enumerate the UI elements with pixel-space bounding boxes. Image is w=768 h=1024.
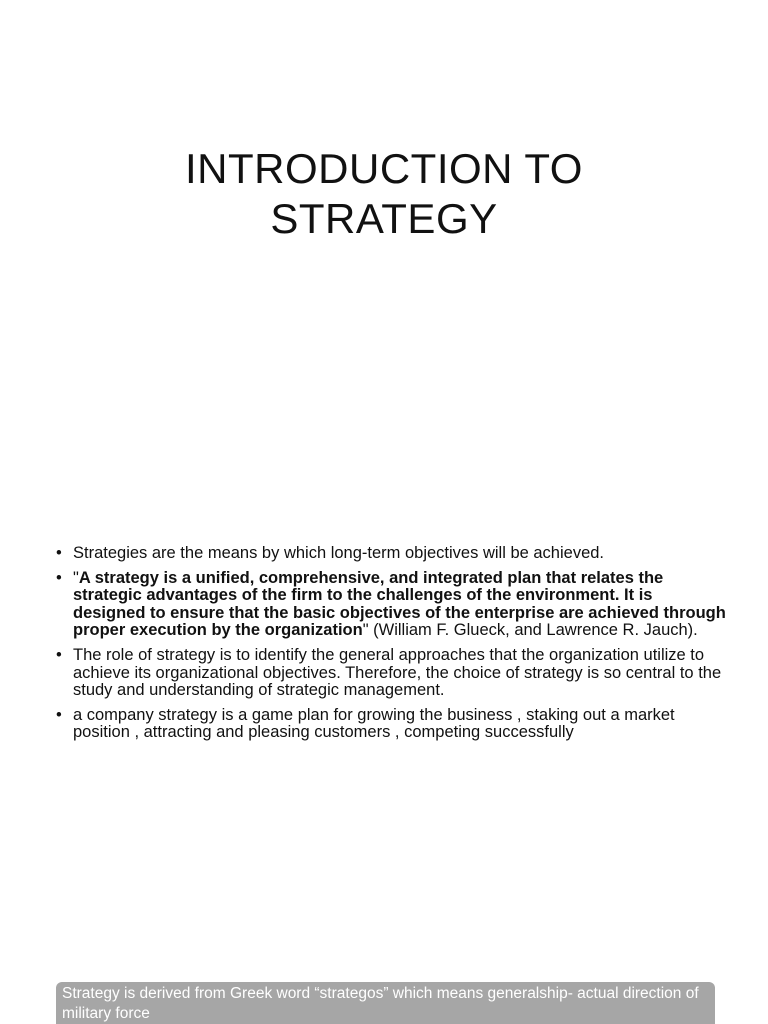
quote-bold-text: A strategy is a unified, comprehensive, and integrated plan that relates the strategic advantages of the firm to the challenges of the environment. It is designed to ensure that the basic objectives of the enterprise are achieved through proper execution by the organization bbox=[73, 568, 726, 640]
banner-text: Strategy is derived from Greek word “strategos” which means generalship- actual direction of military force bbox=[62, 985, 699, 1022]
bullet-dot-icon: • bbox=[56, 568, 62, 587]
bullet-item-definition bbox=[56, 545, 726, 563]
bullet-text: Strategies are the means by which long-term objectives will be achieved. bbox=[73, 544, 605, 562]
title-line-1: INTRODUCTION TO bbox=[185, 145, 583, 193]
etymology-banner bbox=[56, 982, 715, 1024]
title-line-2: STRATEGY bbox=[270, 195, 498, 243]
bullet-dot-icon: • bbox=[56, 544, 62, 562]
bullet-text: a company strategy is a game plan for growing the business , staking out a market position , attracting and pleasing customers , competing successfully bbox=[73, 705, 675, 742]
bullet-text: The role of strategy is to identify the general approaches that the organization utilize to achieve its organizational objectives. Therefore, the choice of strategy is so central to the study and understanding of strategic management. bbox=[73, 645, 722, 700]
bullet-item-quote bbox=[56, 570, 726, 640]
quote-open: " bbox=[73, 568, 79, 587]
bullet-item-game-plan bbox=[56, 707, 726, 742]
bullet-list bbox=[56, 545, 726, 749]
bullet-dot-icon: • bbox=[56, 705, 62, 724]
bullet-item-role bbox=[56, 647, 726, 700]
bullet-dot-icon: • bbox=[56, 645, 62, 664]
page-title bbox=[0, 144, 768, 244]
quote-attribution: " (William F. Glueck, and Lawrence R. Jauch). bbox=[362, 621, 698, 640]
